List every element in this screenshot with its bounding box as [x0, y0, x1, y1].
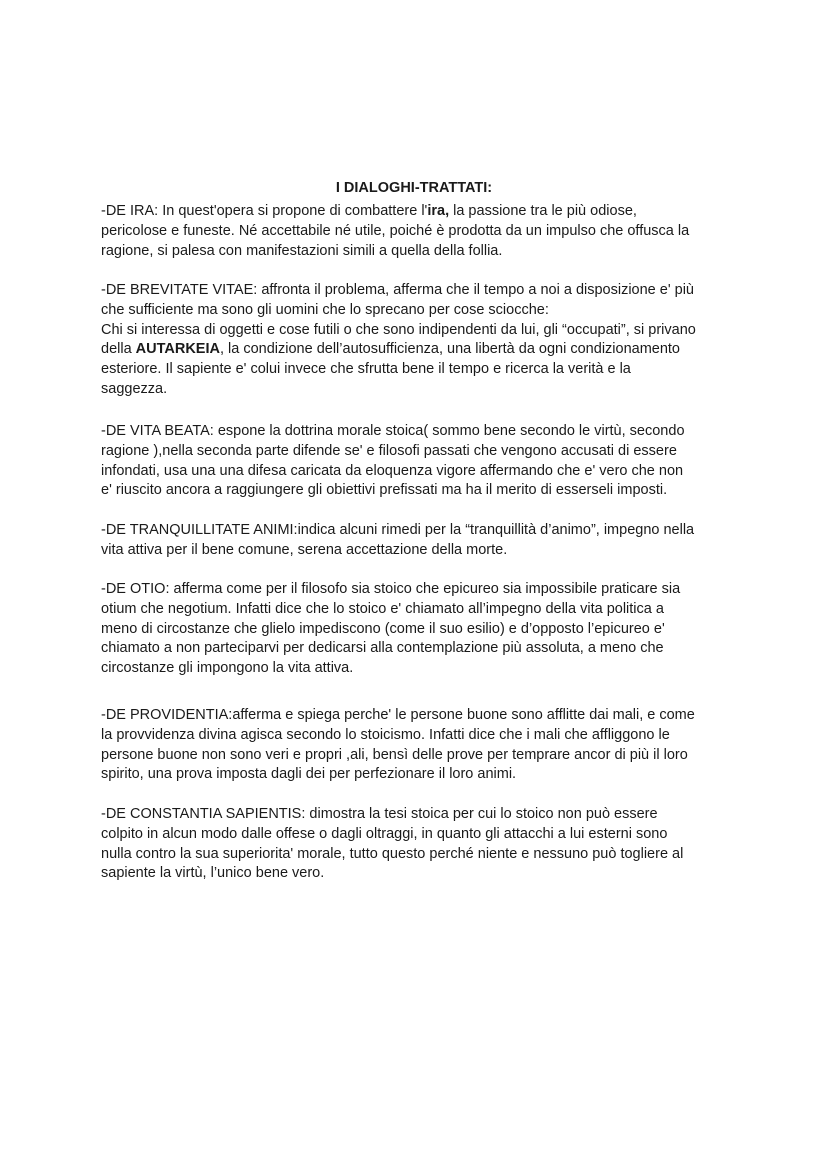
paragraph-de-vita-beata: [101, 422, 801, 501]
text-segment: -DE IRA: In quest'opera si propone di combattere l': [101, 203, 428, 219]
text-line: [101, 864, 801, 884]
text-line: [101, 765, 801, 785]
text-segment: ragione, si palesa con manifestazioni simili a quella della follia.: [101, 242, 503, 259]
text-segment: -DE PROVIDENTIA:afferma e spiega perche' le persone buone sono afflitte dai mali, e come: [101, 707, 695, 723]
paragraph-de-providentia: [101, 706, 801, 785]
text-line: [101, 726, 801, 746]
text-line: [101, 521, 801, 541]
text-segment: la provvidenza divina agisca secondo lo stoicismo. Infatti dice che i mali che affliggono le: [101, 726, 670, 743]
text-segment: sapiente la virtù, l’unico bene vero.: [101, 865, 325, 882]
bold-term: AUTARKEIA: [135, 341, 220, 358]
text-segment: che sufficiente ma sono gli uomini che lo sprecano per cose sciocche:: [101, 301, 549, 318]
text-line: [101, 639, 801, 659]
text-segment: la passione tra le più odiose,: [449, 203, 637, 219]
text-segment: della: [101, 341, 136, 358]
text-segment: esteriore. Il sapiente e' colui invece che sfrutta bene il tempo e ricerca la verità e la: [101, 361, 631, 378]
text-line: [101, 580, 801, 600]
text-segment: saggezza.: [101, 380, 168, 397]
text-segment: chiamato a non parteciparvi per dedicarsi alla contemplazione più assoluta, a meno che: [101, 640, 664, 657]
paragraph-de-otio: [101, 580, 801, 679]
text-segment: nulla contro la sua superiorita' morale, tutto questo perché niente e nessuno può togliere al: [101, 845, 684, 862]
text-line: [101, 422, 801, 442]
text-line: [101, 600, 801, 620]
text-segment: spirito, una prova imposta dagli dei per perfezionare il loro animi.: [101, 766, 517, 783]
text-segment: ragione ),nella seconda parte difende se' e filosofi passati che vengono accusati di essere: [101, 442, 677, 459]
text-segment: -DE OTIO: afferma come per il filosofo sia stoico che epicureo sia impossibile praticare sia: [101, 581, 681, 597]
text-segment: , la condizione dell’autosufficienza, una libertà da ogni condizionamento: [219, 341, 680, 358]
text-segment: circostanze gli impongono la vita attiva.: [101, 660, 354, 677]
text-line: [101, 340, 801, 360]
text-segment: colpito in alcun modo dalle offese o dagli oltraggi, in quanto gli attacchi a lui esterni sono: [101, 825, 668, 842]
text-line: [101, 321, 801, 341]
text-line: [101, 442, 801, 462]
text-segment: pericolose e funeste. Né accettabile né utile, poiché è prodotta da un impulso che offusca la: [101, 222, 690, 239]
text-line: [101, 242, 801, 262]
text-line: [101, 222, 801, 242]
document-title: I DIALOGHI-TRATTATI:: [335, 180, 493, 196]
text-line: [101, 706, 801, 726]
text-line: [101, 659, 801, 679]
paragraph-de-tranquillitate-animi: [101, 521, 801, 561]
text-segment: e' riuscito ancora a raggiungere gli obiettivi prefissati ma ha il merito di esserseli imposti.: [101, 482, 668, 499]
text-segment: -DE VITA BEATA: espone la dottrina morale stoica( sommo bene secondo le virtù, secondo: [101, 423, 685, 439]
text-line: [101, 541, 801, 561]
text-line: [101, 481, 801, 501]
text-line: [101, 360, 801, 380]
text-line: [101, 301, 801, 321]
text-line: [101, 746, 801, 766]
text-line: [101, 281, 801, 301]
text-line: [101, 202, 801, 222]
text-line: [101, 805, 801, 825]
text-line: [101, 620, 801, 640]
text-segment: -DE CONSTANTIA SAPIENTIS: dimostra la tesi stoica per cui lo stoico non può essere: [101, 806, 658, 822]
text-line: [101, 845, 801, 865]
text-line: [101, 462, 801, 482]
paragraph-de-ira: [101, 202, 801, 261]
text-segment: otium che negotium. Infatti dice che lo stoico e' chiamato all’impegno della vita politica a: [101, 600, 664, 617]
text-segment: infondati, usa una una difesa caricata da eloquenza vigore affermando che e' vero che non: [101, 462, 684, 479]
text-segment: persone buone non sono veri e propri ,ali, bensì delle prove per temprare ancor di più il loro: [101, 746, 688, 763]
text-segment: -DE BREVITATE VITAE: affronta il problema, afferma che il tempo a noi a disposizione e' più: [101, 282, 694, 298]
text-segment: -DE TRANQUILLITATE ANIMI:indica alcuni rimedi per la “tranquillità d’animo”, impegno nella: [101, 522, 695, 538]
text-segment: vita attiva per il bene comune, serena accettazione della morte.: [101, 541, 508, 558]
text-line: [101, 825, 801, 845]
bold-term: ira,: [427, 203, 450, 219]
paragraph-de-brevitate-vitae: [101, 281, 801, 400]
paragraph-de-constantia-sapientis: [101, 805, 801, 884]
text-line: [101, 380, 801, 400]
text-segment: Chi si interessa di oggetti e cose futili o che sono indipendenti da lui, gli “occupati”, si privano: [101, 321, 696, 338]
text-segment: meno di circostanze che glielo impediscono (come il suo esilio) e d’opposto l’epicureo e': [101, 620, 665, 637]
